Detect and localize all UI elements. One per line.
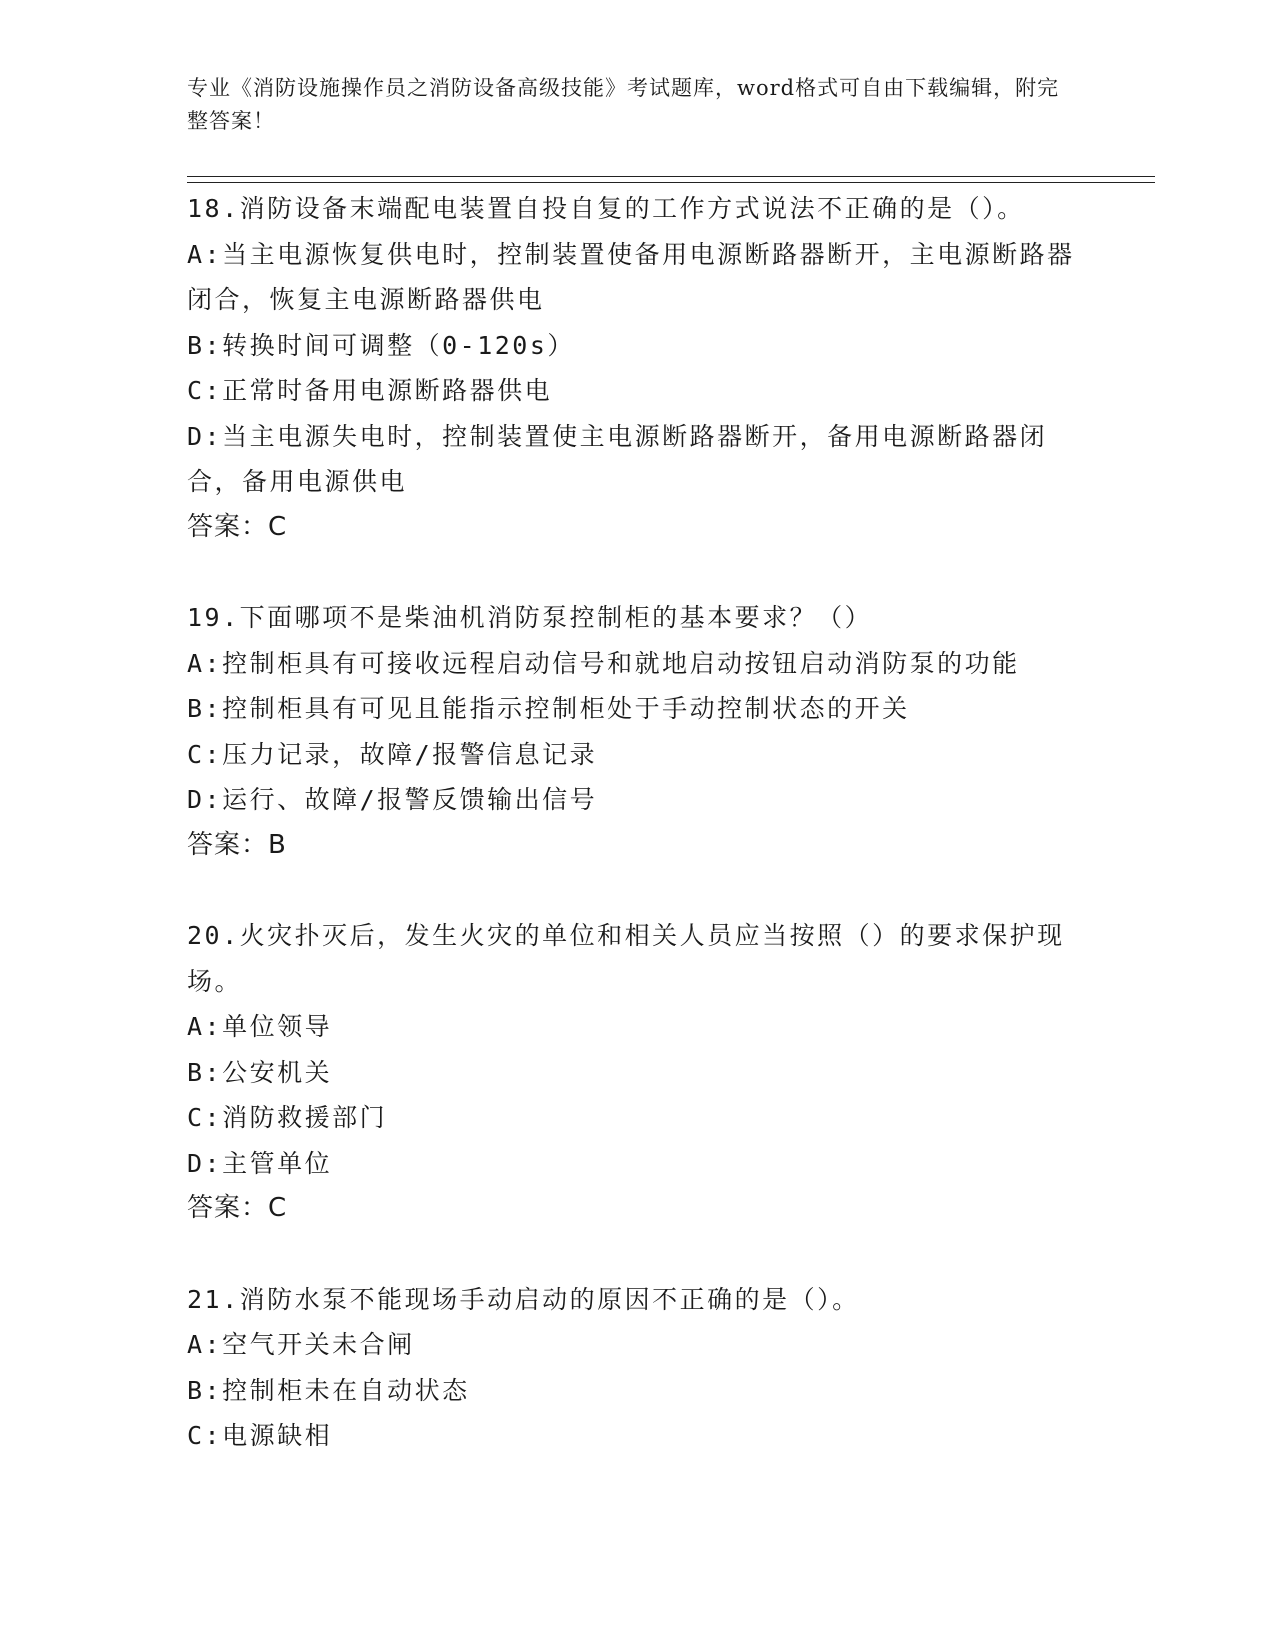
question-20 [187,913,1077,1232]
answer-line: 答案：C [187,511,288,542]
option-a: A:控制柜具有可接收远程启动信号和就地启动按钮启动消防泵的功能 [187,648,1020,678]
header-divider-top [187,176,1155,177]
question-18 [187,186,1077,550]
question-list [187,186,1077,1459]
question-stem: 18.消防设备末端配电装置自投自复的工作方式说法不正确的是（）。 [187,194,1025,223]
header-divider-bottom [187,182,1155,183]
option-c: C:正常时备用电源断路器供电 [187,376,553,405]
option-b: B:转换时间可调整（0-120s） [187,330,575,360]
question-21 [187,1277,1077,1459]
option-d: D:当主电源失电时，控制装置使主电源断路器断开，备用电源断路器闭合，备用电源供电 [187,421,1048,496]
option-c: C:电源缺相 [187,1421,333,1450]
option-d: D:运行、故障/报警反馈输出信号 [187,785,598,814]
answer-line: 答案：C [187,1193,288,1223]
option-a: A:空气开关未合闸 [187,1330,415,1359]
option-b: B:控制柜未在自动状态 [187,1375,470,1405]
question-stem: 19.下面哪项不是柴油机消防泵控制柜的基本要求？（） [187,603,873,632]
document-intro: 专业《消防设施操作员之消防设备高级技能》考试题库，word格式可自由下载编辑，附完整答案！ [187,76,1060,133]
question-stem: 21.消防水泵不能现场手动启动的原因不正确的是（）。 [187,1284,860,1314]
question-stem: 20.火灾扑灭后，发生火灾的单位和相关人员应当按照（）的要求保护现场。 [187,921,1065,996]
option-b: B:公安机关 [187,1057,333,1087]
option-a: A:单位领导 [187,1012,333,1041]
option-a: A:当主电源恢复供电时，控制装置使备用电源断路器断开，主电源断路器闭合，恢复主电源断路器供电 [187,239,1075,314]
option-d: D:主管单位 [187,1148,333,1178]
option-b: B:控制柜具有可见且能指示控制柜处于手动控制状态的开关 [187,694,910,723]
option-c: C:消防救援部门 [187,1103,388,1132]
option-c: C:压力记录，故障/报警信息记录 [187,739,598,769]
answer-line: 答案：B [187,829,287,860]
question-19 [187,595,1077,868]
